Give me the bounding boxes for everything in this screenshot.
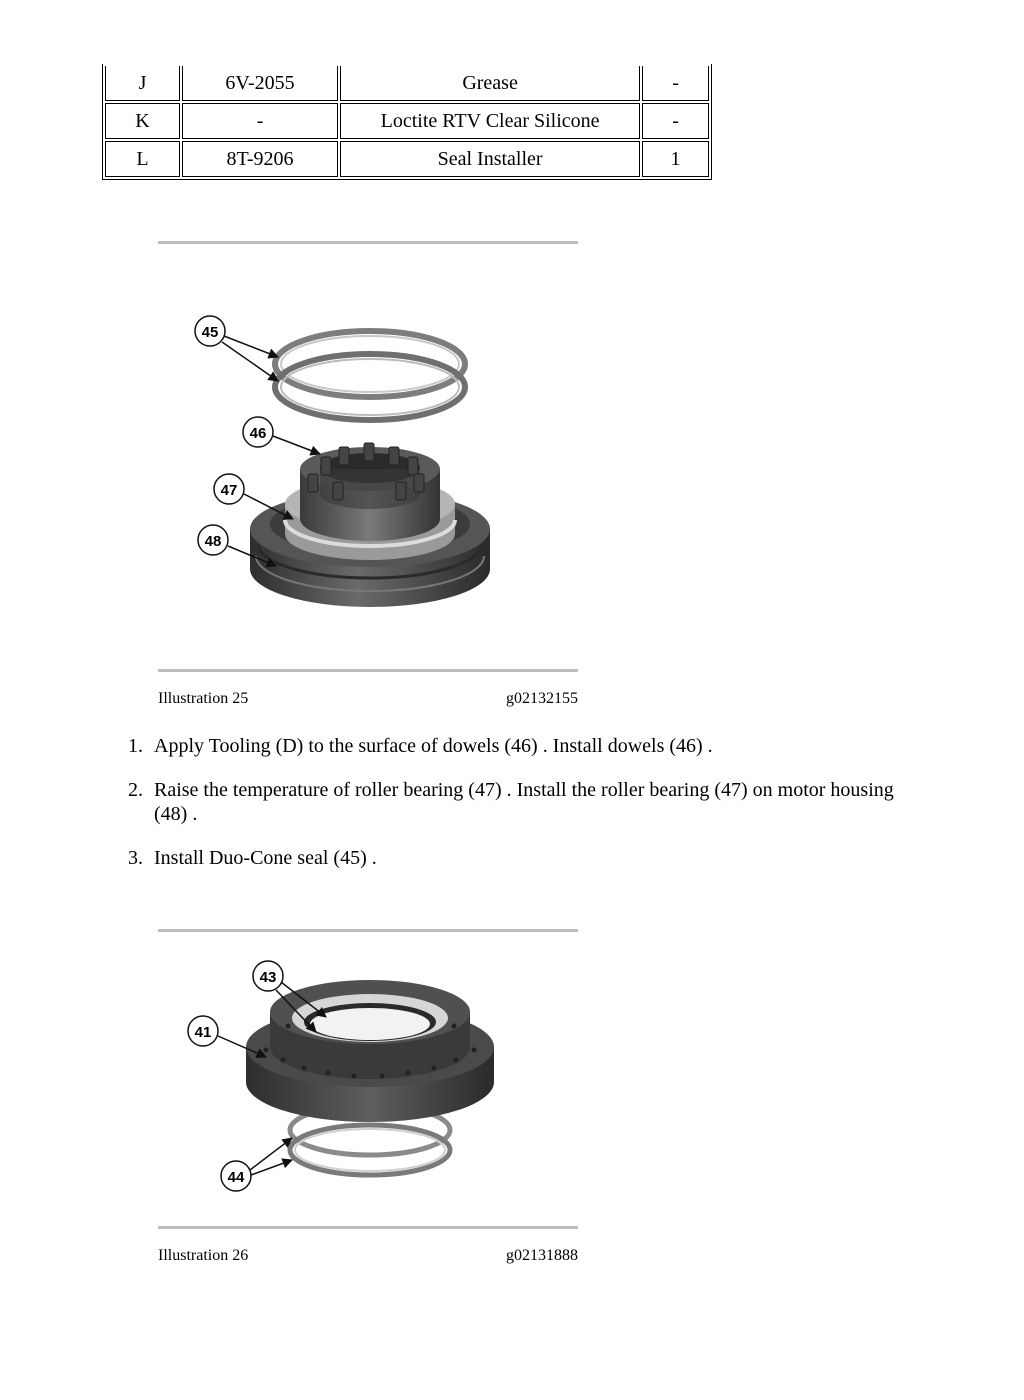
quantity: 1: [642, 141, 709, 177]
part-number: 6V-2055: [182, 66, 338, 101]
step-number: 2.: [128, 779, 143, 801]
step-text: Install Duo-Cone seal (45) .: [154, 847, 377, 869]
callout-45-label: 45: [201, 324, 219, 341]
figure-bottom-rule: [158, 1226, 578, 1229]
part-number: -: [182, 103, 338, 139]
illustration-number: Illustration 25: [158, 690, 249, 707]
duo-cone-seal-rings: [275, 331, 465, 420]
callout-41-label: 41: [194, 1024, 212, 1041]
tool-letter: L: [105, 141, 180, 177]
table-row: [105, 141, 709, 177]
callout-47: [214, 474, 293, 519]
carrier-assembly-exploded-drawing: [158, 932, 578, 1226]
step-text: Apply Tooling (D) to the surface of dowels (46) . Install dowels (46) .: [154, 735, 713, 757]
part-description: Loctite RTV Clear Silicone: [340, 103, 640, 139]
list-item: [128, 734, 928, 758]
figure-caption: [158, 1247, 578, 1265]
illustration-25: [158, 241, 578, 708]
callout-44: [221, 1138, 292, 1191]
list-item: [128, 846, 928, 870]
graphic-id: g02132155: [506, 690, 578, 707]
step-number: 3.: [128, 847, 143, 869]
motor-housing-illustration: [158, 244, 578, 669]
tooling-table: [102, 64, 712, 180]
part-description: Seal Installer: [340, 141, 640, 177]
callout-46: [243, 417, 320, 454]
carrier-assembly-illustration: [158, 932, 578, 1226]
seal-housing: [246, 980, 494, 1122]
callout-43-label: 43: [259, 969, 277, 986]
callout-45: [195, 316, 278, 381]
figure-bottom-rule: [158, 669, 578, 672]
tool-letter: K: [105, 103, 180, 139]
part-number: 8T-9206: [182, 141, 338, 177]
graphic-id: g02131888: [506, 1247, 578, 1264]
tool-letter: J: [105, 66, 180, 101]
step-number: 1.: [128, 735, 143, 757]
list-item: [128, 778, 928, 826]
table-row: [105, 66, 709, 101]
callout-47-label: 47: [220, 482, 238, 499]
part-description: Grease: [340, 66, 640, 101]
illustration-26: [158, 929, 578, 1265]
procedure-steps: [128, 734, 928, 890]
motor-housing-exploded-drawing: [158, 244, 578, 669]
callout-44-label: 44: [227, 1169, 245, 1186]
illustration-number: Illustration 26: [158, 1247, 249, 1264]
quantity: -: [642, 103, 709, 139]
figure-caption: [158, 690, 578, 708]
quantity: -: [642, 66, 709, 101]
callout-48-label: 48: [204, 533, 222, 550]
table-row: [105, 103, 709, 139]
step-text: Raise the temperature of roller bearing (47) . Install the roller bearing (47) on motor housing (48) .: [154, 779, 894, 825]
callout-46-label: 46: [249, 425, 267, 442]
